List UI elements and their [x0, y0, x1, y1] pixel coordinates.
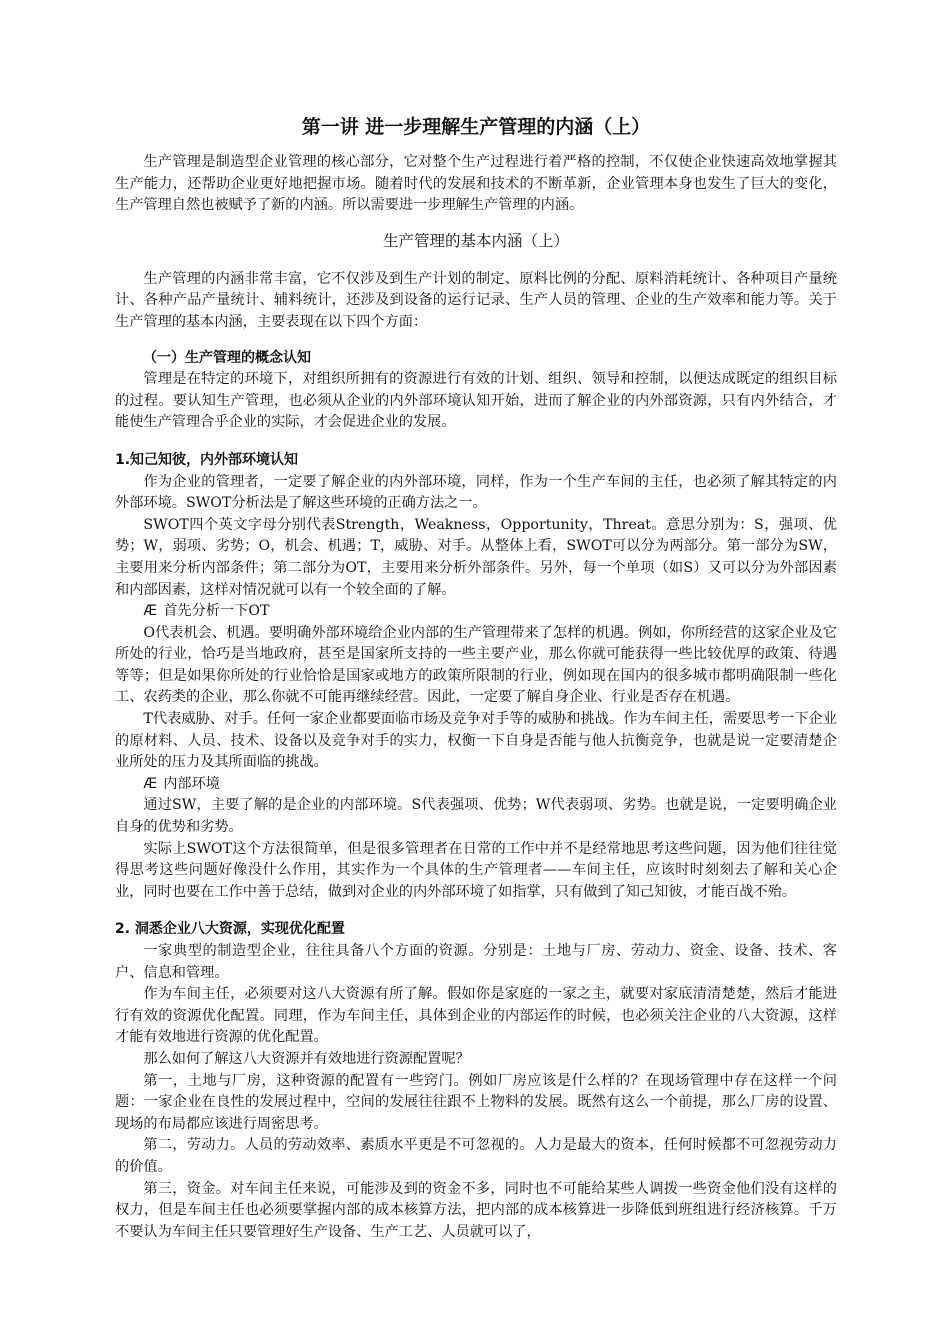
resources-paragraph-5: 第二，劳动力。人员的劳动效率、素质水平更是不可忽视的。人力是最大的资本，任何时候都不可忽视劳动力的价值。 [115, 1137, 837, 1175]
know-paragraph-6: 实际上SWOT这个方法很简单，但是很多管理者在日常的工作中并不是经常地思考这些问题，因为他们往往觉得思考这些问题好像没什么作用，其实作为一个具体的生产管理者——车间主任，应该时时刻刻去了解和关心企业，同时也要在工作中善于总结，做到对企业的内外部环境了如指掌，只有做到了知己知彼，才能百战不殆。 [115, 840, 837, 900]
resources-paragraph-1: 一家典型的制造型企业，往往具备八个方面的资源。分别是：土地与厂房、劳动力、资金、设备、技术、客户、信息和管理。 [115, 943, 837, 981]
know-paragraph-4: T代表威胁、对手。任何一家企业都要面临市场及竞争对手等的威胁和挑战。作为车间主任，需要思考一下企业的原材料、人员、技术、设备以及竞争对手的实力，权衡一下自身是否能与他人抗衡竞争，也就是说一定要清楚企业所处的压力及其所面临的挑战。 [115, 711, 837, 771]
intro-paragraph: 生产管理是制造型企业管理的核心部分，它对整个生产过程进行着严格的控制，不仅使企业快速高效地掌握其生产能力，还帮助企业更好地把握市场。随着时代的发展和技术的不断革新，企业管理本身也发生了巨大的变化，生产管理自然也被赋予了新的内涵。所以需要进一步理解生产管理的内涵。 [115, 154, 837, 214]
resources-paragraph-2: 作为车间主任，必须要对这八大资源有所了解。假如你是家庭的一家之主，就要对家底清清楚楚，然后才能进行有效的资源优化配置。同理，作为车间主任，具体到企业的内部运作的时候，也必须关注企业的八大资源，这样才能有效地进行资源的优化配置。 [115, 986, 837, 1046]
know-paragraph-3: O代表机会、机遇。要明确外部环境给企业内部的生产管理带来了怎样的机遇。例如，你所经营的这家企业及它所处的行业，恰巧是当地政府，甚至是国家所支持的一些主要产业，那么你就可能获得一些比较优厚的政策、待遇等等；但是如果你所处的行业恰恰是国家或地方的政策所限制的行业，例如现在国内的很多城市都明确限制一些化工、农药类的企业，那么你就不可能再继续经营。因此，一定要了解自身企业、行业是否存在机遇。 [115, 624, 837, 706]
resources-heading: 2. 洞悉企业八大资源，实现优化配置 [115, 921, 345, 938]
bullet-icon: Æ [143, 775, 158, 792]
resources-paragraph-3: 那么如何了解这八大资源并有效地进行资源配置呢？ [143, 1050, 470, 1067]
section-title: 生产管理的基本内涵（上） [382, 231, 569, 250]
concept-paragraph: 管理是在特定的环境下，对组织所拥有的资源进行有效的计划、组织、领导和控制，以便达成既定的组织目标的过程。要认知生产管理，也必须从企业的内外部环境认知开始，进而了解企业的内外部资源，只有内外结合，才能使生产管理合乎企业的实际，才会促进企业的发展。 [115, 371, 837, 431]
page-title: 第一讲 进一步理解生产管理的内涵（上） [301, 116, 651, 138]
document-page [115, 112, 837, 1243]
bullet-ot-label: 首先分析一下OT [163, 603, 270, 620]
bullet-ot [115, 601, 837, 623]
know-paragraph-5: 通过SW，主要了解的是企业的内部环境。S代表强项、优势；W代表弱项、劣势。也就是说，一定要明确企业自身的优势和劣势。 [115, 797, 837, 836]
resources-paragraph-4: 第一，土地与厂房，这种资源的配置有一些窍门。例如厂房应该是什么样的？在现场管理中存在这样一个问题：一家企业在良性的发展过程中，空间的发展往往跟不上物料的发展。既然有这么一个前提，那么厂房的设置、现场的布局都应该进行周密思考。 [115, 1072, 837, 1132]
know-heading: 1.知己知彼，内外部环境认知 [115, 451, 299, 468]
concept-heading: （一）生产管理的概念认知 [143, 349, 311, 366]
bullet-internal [115, 774, 837, 796]
bullet-internal-label: 内部环境 [163, 775, 220, 792]
know-paragraph-1: 作为企业的管理者，一定要了解企业的内外部环境，同样，作为一个生产车间的主任，也必须了解其特定的内外部环境。SWOT分析法是了解这些环境的正确方法之一。 [115, 473, 837, 512]
section-intro-paragraph: 生产管理的内涵非常丰富，它不仅涉及到生产计划的制定、原料比例的分配、原料消耗统计、各种项目产量统计、各种产品产量统计、辅料统计，还涉及到设备的运行记录、生产人员的管理、企业的生产效率和能力等。关于生产管理的基本内涵，主要表现在以下四个方面： [115, 270, 837, 330]
know-paragraph-2: SWOT四个英文字母分别代表Strength，Weakness，Opportunity，Threat。意思分别为：S，强项、优势；W，弱项、劣势；O，机会、机遇；T，威胁、对手。从整体上看，SWOT可以分为两部分。第一部分为SW，主要用来分析内部条件；第二部分为OT，主要用来分析外部条件。另外，每一个单项（如S）又可以分为外部因素和内部因素，这样对情况就可以有一个较全面的了解。 [115, 516, 837, 598]
resources-paragraph-6: 第三，资金。对车间主任来说，可能涉及到的资金不多，同时也不可能给某些人调拨一些资金他们没有这样的权力，但是车间主任也必须要掌握内部的成本核算方法，把内部的成本核算进一步降低到班组进行经济核算。千万不要认为车间主任只要管理好生产设备、生产工艺、人员就可以了， [115, 1180, 837, 1240]
bullet-icon: Æ [143, 603, 158, 620]
